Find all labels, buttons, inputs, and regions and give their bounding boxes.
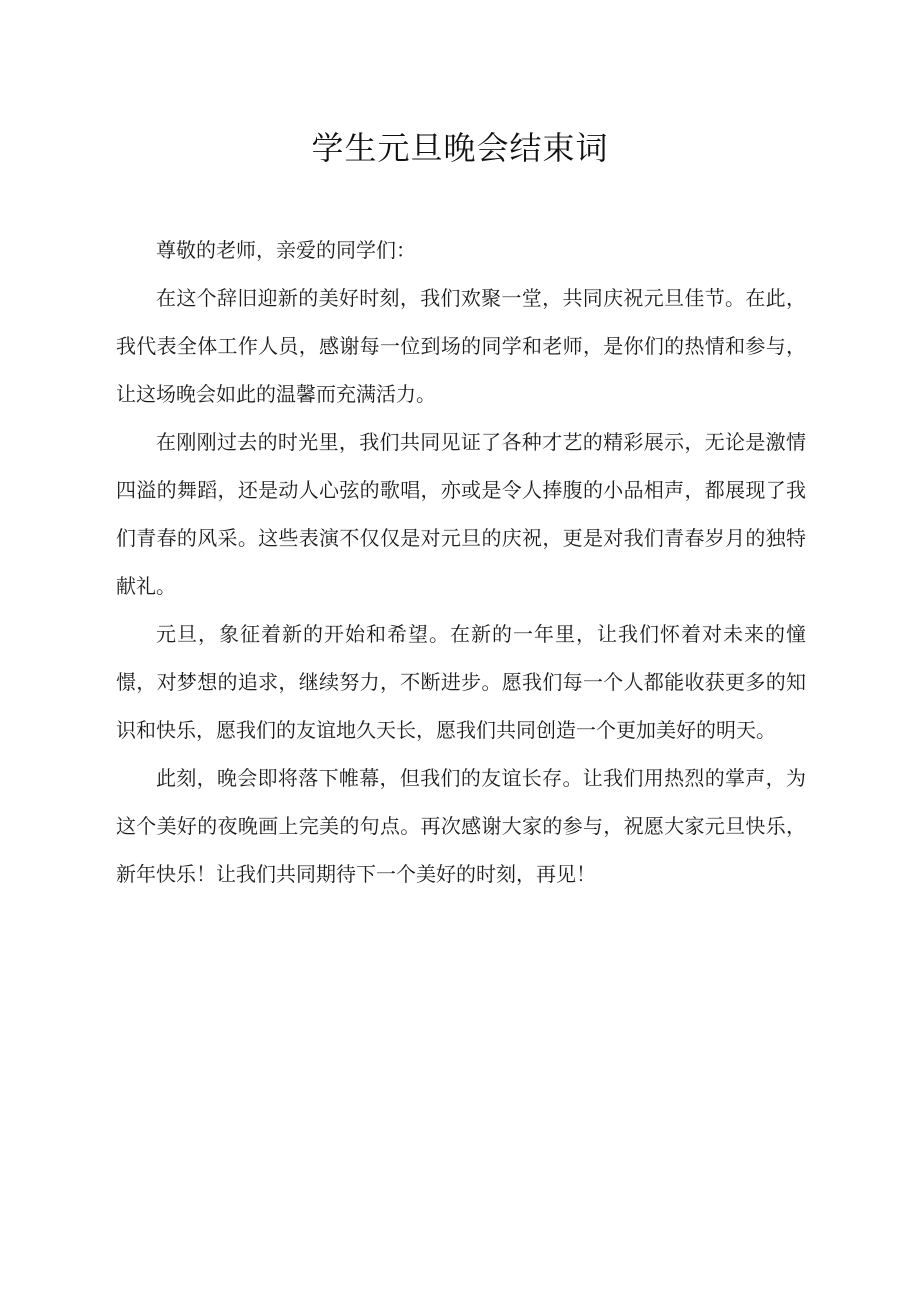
document-body [116, 226, 806, 898]
paragraph-4: 此刻，晚会即将落下帷幕，但我们的友谊长存。让我们用热烈的掌声，为这个美好的夜晚画上完美的句点。再次感谢大家的参与，祝愿大家元旦快乐，新年快乐！让我们共同期待下一个美好的时刻，再见！ [116, 766, 806, 886]
document-title: 学生元旦晚会结束词 [311, 129, 609, 167]
greeting-line: 尊敬的老师，亲爱的同学们： [156, 238, 416, 262]
paragraph-1: 在这个辞旧迎新的美好时刻，我们欢聚一堂，共同庆祝元旦佳节。在此，我代表全体工作人员，感谢每一位到场的同学和老师，是你们的热情和参与，让这场晚会如此的温馨而充满活力。 [116, 286, 806, 406]
paragraph-2: 在刚刚过去的时光里，我们共同见证了各种才艺的精彩展示，无论是激情四溢的舞蹈，还是动人心弦的歌唱，亦或是令人捧腹的小品相声，都展现了我们青春的风采。这些表演不仅仅是对元旦的庆祝，更是对我们青春岁月的独特献礼。 [116, 430, 806, 598]
paragraph-3: 元旦，象征着新的开始和希望。在新的一年里，让我们怀着对未来的憧憬，对梦想的追求，继续努力，不断进步。愿我们每一个人都能收获更多的知识和快乐，愿我们的友谊地久天长，愿我们共同创造一个更加美好的明天。 [116, 622, 806, 742]
